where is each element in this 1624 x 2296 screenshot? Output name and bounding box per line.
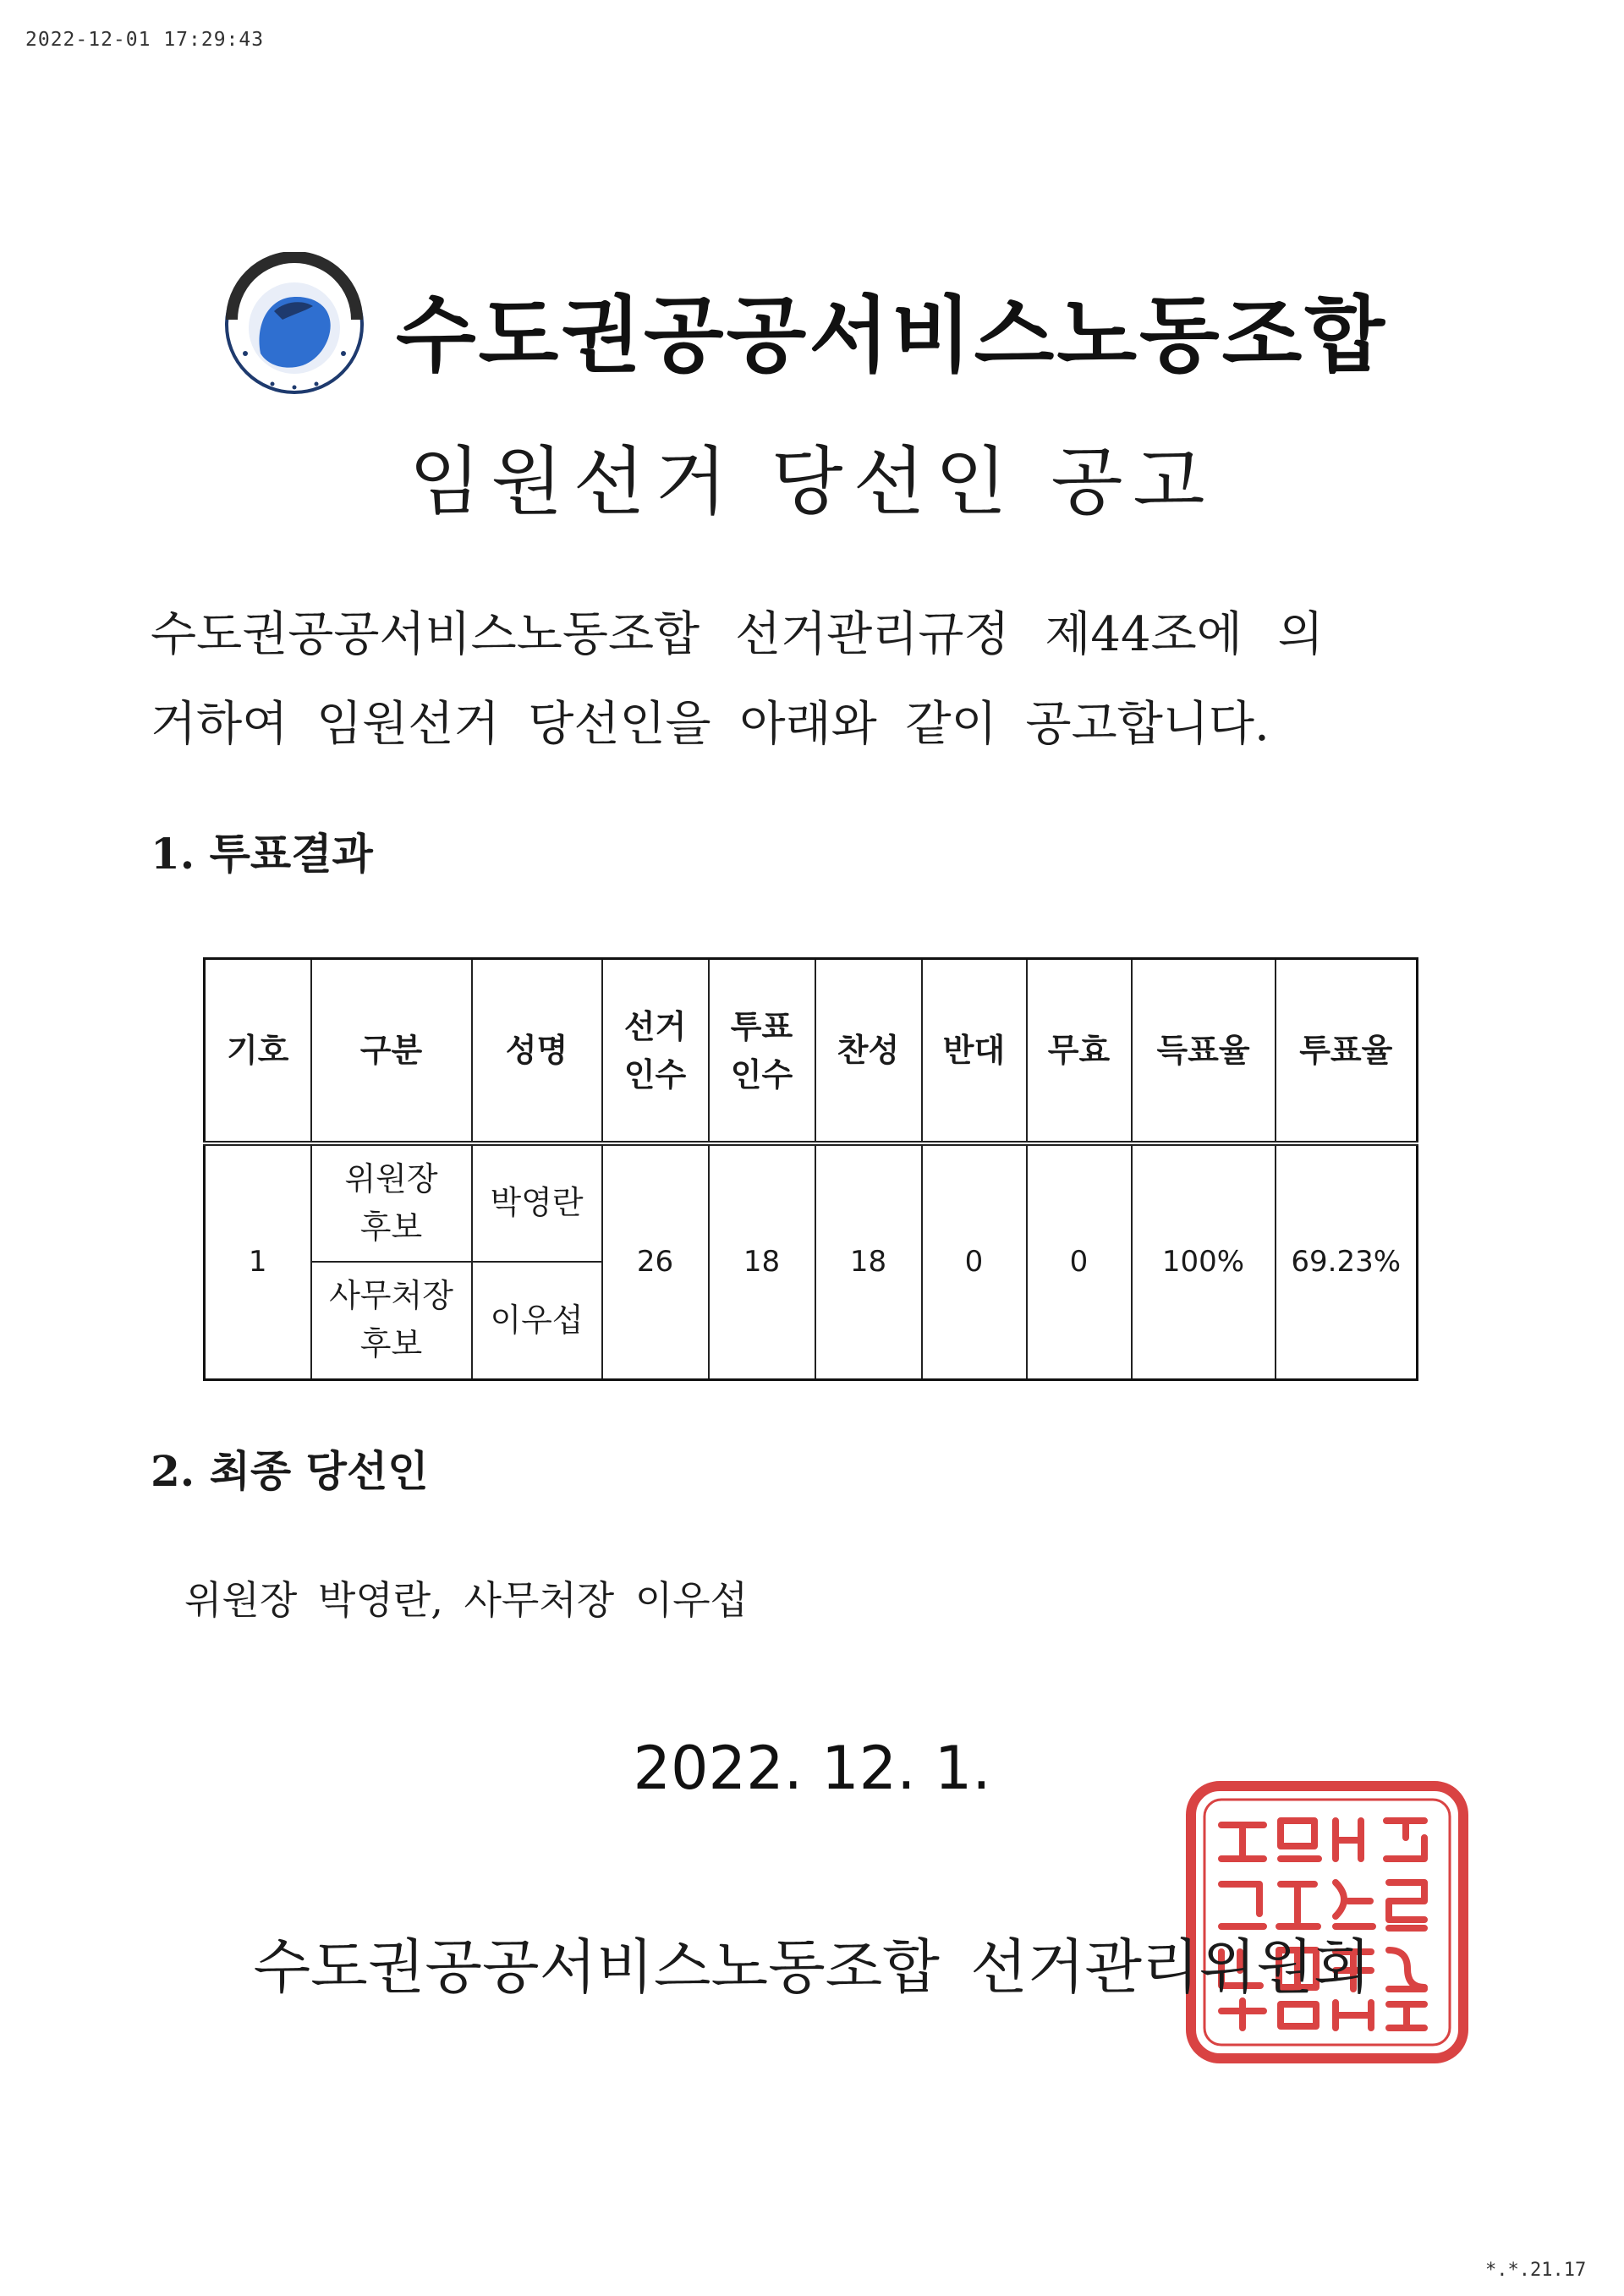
announcement-date: 2022. 12. 1. <box>633 1734 991 1803</box>
org-name-header: 수도권공공서비스노동조합 <box>396 288 1388 384</box>
header-voters <box>709 959 815 1143</box>
committee-signature: 수도권공공서비스노동조합 선거관리위원회 <box>253 1932 1371 2002</box>
section-heading-results: 1. 투표결과 <box>151 829 373 879</box>
header-category: 구분 <box>311 959 472 1143</box>
header-electorate <box>602 959 709 1143</box>
category-chair-line2: 후보 <box>359 1208 423 1246</box>
header-no-votes: 반대 <box>922 959 1027 1143</box>
table-header-row <box>205 959 1418 1143</box>
header-name: 성명 <box>472 959 602 1143</box>
category-chair-line1: 위원장 <box>344 1159 438 1197</box>
cell-vote-share: 100% <box>1132 1143 1276 1380</box>
vote-results-table <box>203 957 1418 1381</box>
header-turnout: 투표율 <box>1276 959 1418 1143</box>
intro-line-1: 수도권공공서비스노동조합 선거관리규정 제44조에 의 <box>151 607 1324 662</box>
cell-no: 1 <box>205 1143 311 1380</box>
header-voters-line2: 인수 <box>730 1055 793 1093</box>
cell-category-secretary <box>311 1262 472 1380</box>
table-row <box>205 1143 1418 1262</box>
cell-no-votes: 0 <box>922 1143 1027 1380</box>
category-secretary-line2: 후보 <box>359 1325 423 1363</box>
header-electorate-line2: 인수 <box>623 1055 687 1093</box>
timestamp: 2022-12-01 17:29:43 <box>25 29 265 51</box>
section-heading-winners: 2. 최종 당선인 <box>151 1446 429 1496</box>
union-logo-icon <box>222 252 367 397</box>
header-yes: 찬성 <box>815 959 922 1143</box>
cell-electorate: 26 <box>602 1143 709 1380</box>
header-voters-line1: 투표 <box>730 1006 793 1045</box>
cell-name-secretary: 이우섭 <box>472 1262 602 1380</box>
cell-invalid: 0 <box>1027 1143 1132 1380</box>
footer-code: *.*.21.17 <box>1485 2260 1587 2281</box>
document-title: 임원선거 당선인 공고 <box>409 438 1215 525</box>
cell-yes: 18 <box>815 1143 922 1380</box>
category-secretary-line1: 사무처장 <box>329 1277 453 1315</box>
header-electorate-line1: 선거 <box>623 1006 687 1045</box>
cell-category-chair <box>311 1143 472 1262</box>
final-winners-text: 위원장 박영란, 사무처장 이우섭 <box>184 1577 749 1623</box>
intro-line-2: 거하여 임원선거 당선인을 아래와 같이 공고합니다. <box>151 697 1270 752</box>
header-vote-share: 득표율 <box>1132 959 1276 1143</box>
header-invalid: 무효 <box>1027 959 1132 1143</box>
header-no: 기호 <box>205 959 311 1143</box>
cell-turnout: 69.23% <box>1276 1143 1418 1380</box>
cell-voters: 18 <box>709 1143 815 1380</box>
cell-name-chair: 박영란 <box>472 1143 602 1262</box>
